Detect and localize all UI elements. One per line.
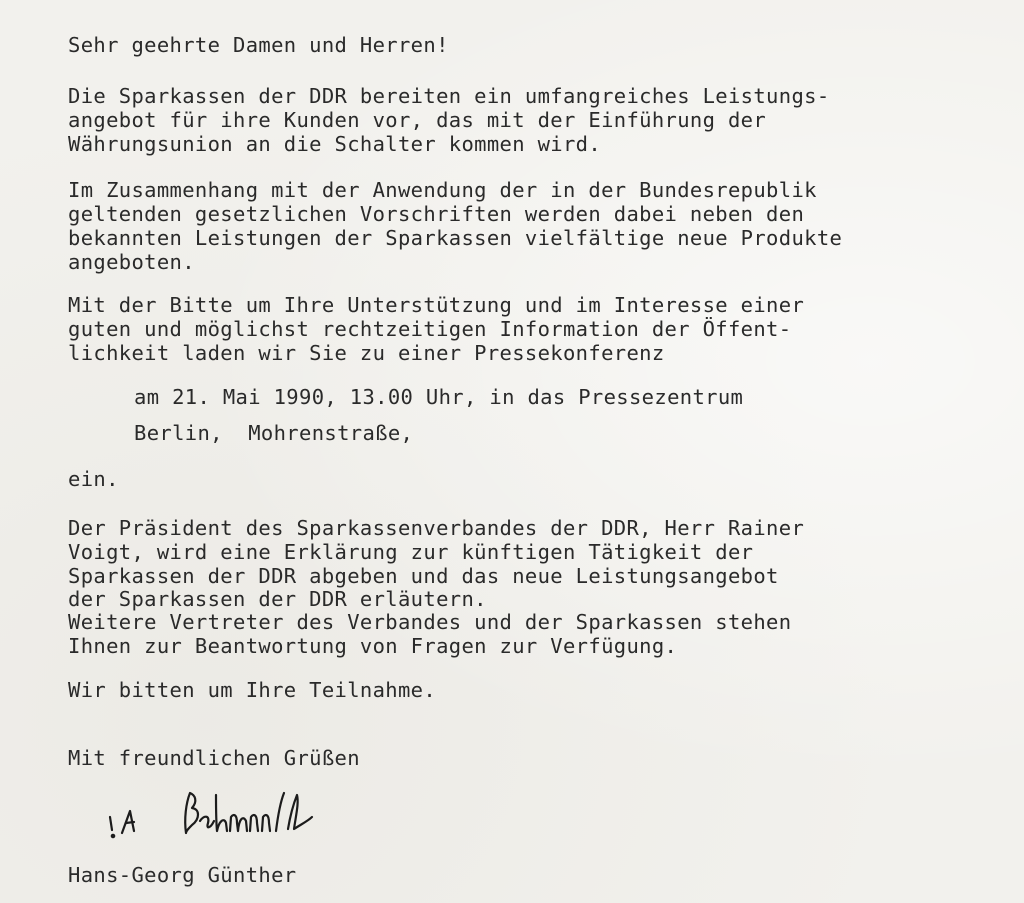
paragraph-2-line-3: bekannten Leistungen der Sparkassen vielfältige neue Produkte [68,226,843,250]
invite-end: ein. [68,467,119,491]
closing: Mit freundlichen Grüßen [68,746,360,770]
handwritten-signature [100,775,340,845]
paragraph-3-line-2: guten und möglichst rechtzeitigen Information der Öffent- [68,317,792,341]
paragraph-3-line-3: lichkeit laden wir Sie zu einer Pressekonferenz [68,341,665,365]
paragraph-4-line-3: Sparkassen der DDR abgeben und das neue Leistungsangebot [68,564,779,588]
paragraph-1-line-2: angebot für ihre Kunden vor, das mit der Einführung der [68,108,767,132]
paragraph-4-line-5: Weitere Vertreter des Verbandes und der Sparkassen stehen [68,610,792,634]
paragraph-2-line-1: Im Zusammenhang mit der Anwendung der in der Bundesrepublik [68,178,817,202]
paragraph-2-line-2: geltenden gesetzlichen Vorschriften werden dabei neben den [68,202,805,226]
salutation: Sehr geehrte Damen und Herren! [68,33,449,57]
event-location-line: Berlin, Mohrenstraße, [134,421,414,445]
paragraph-3-line-1: Mit der Bitte um Ihre Unterstützung und im Interesse einer [68,293,805,317]
paragraph-5: Wir bitten um Ihre Teilnahme. [68,678,437,702]
paragraph-1-line-1: Die Sparkassen der DDR bereiten ein umfangreiches Leistungs- [68,84,830,108]
paragraph-4-line-4: der Sparkassen der DDR erläutern. [68,587,487,611]
paragraph-4-line-6: Ihnen zur Beantwortung von Fragen zur Verfügung. [68,634,678,658]
paragraph-2-line-4: angeboten. [68,250,195,274]
event-date-line: am 21. Mai 1990, 13.00 Uhr, in das Pressezentrum [134,385,744,409]
paragraph-4-line-2: Voigt, wird eine Erklärung zur künftigen Tätigkeit der [68,540,754,564]
signatory-name: Hans-Georg Günther [68,863,297,887]
paragraph-1-line-3: Währungsunion an die Schalter kommen wird. [68,132,602,156]
paragraph-4-line-1: Der Präsident des Sparkassenverbandes der DDR, Herr Rainer [68,516,805,540]
